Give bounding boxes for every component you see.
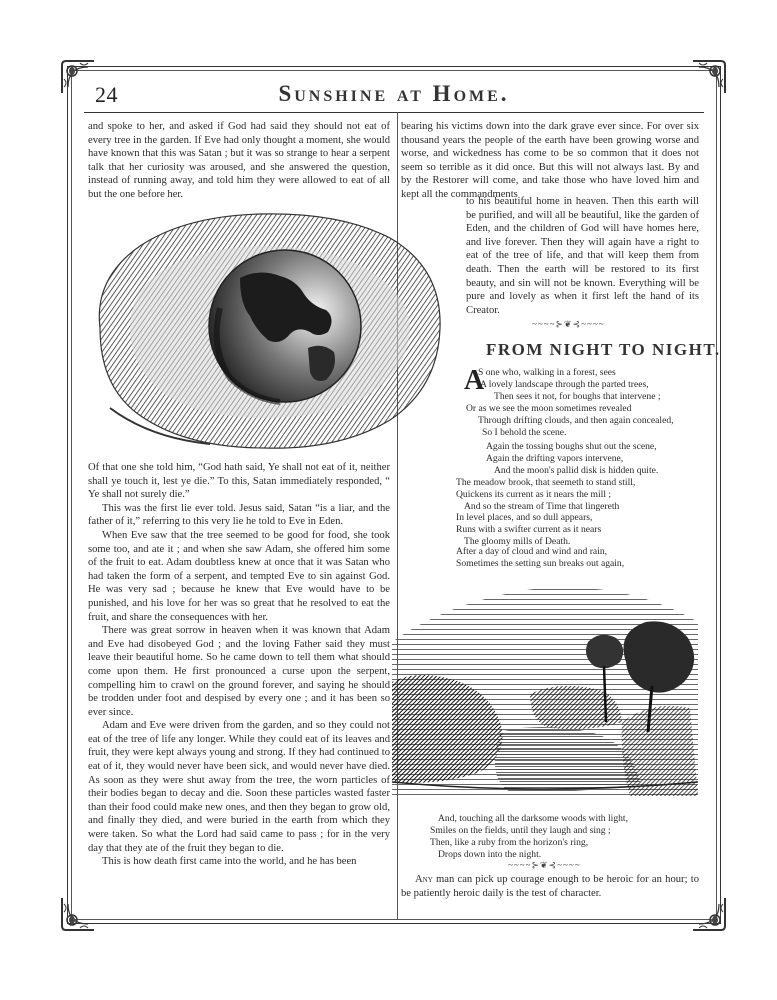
- page-title: Sunshine at Home.: [278, 81, 510, 106]
- poem-title: FROM NIGHT TO NIGHT.: [486, 340, 721, 359]
- poem-line: Drops down into the night.: [438, 848, 542, 860]
- paragraph: Of that one she told him, “God hath said, Ye shall not eat of it, neither shall ye touch it, lest ye die.” To this, Satan immediately responded, “ Ye shall not surely die.”: [88, 462, 390, 501]
- poem-line: Then, like a ruby from the horizon's ring,: [430, 836, 589, 848]
- paragraph: Adam and Eve were driven from the garden, and so they could not eat of the tree of life any longer. While they could eat of its leaves and fruit, they were kept always young and strong. If they had continued to eat of it, they would never have been sick, and would never have died. As soon as they were shut away from the tree, the worn particles of their bodies began to decay and die. Soon these particles wasted faster than their food could make new ones, and then they began to grow old, and finally they died, and were buried in the earth from which they were taken. So what the Lord had said came to pass ; for in the very day that they ate of the fruit they began to die.: [88, 720, 390, 854]
- poem-line: Sometimes the setting sun breaks out again,: [456, 557, 625, 569]
- poem-line: Smiles on the fields, until they laugh and sing ;: [430, 824, 611, 836]
- left-column-bottom: [88, 461, 390, 869]
- poem-stanza-1: [466, 367, 674, 438]
- poem-line: S one who, walking in a forest, sees: [478, 367, 616, 378]
- poem-stanza-3: [456, 546, 624, 570]
- paragraph: There was great sorrow in heaven when it was known that Adam and Eve had disobeyed God ; and the loving Father said they must leave their beautiful home. So he came down to tell them what should come upon them. He first pronounced a curse upon the serpent, compelling him to crawl on the ground forever, and saying he should be trodden under foot and despised by every one ; and it has been so ever since.: [88, 625, 390, 718]
- poem-line: And, touching all the darksome woods with light,: [438, 813, 628, 824]
- poem-line: So I behold the scene.: [482, 426, 567, 438]
- paragraph: to his beautiful home in heaven. Then this earth will be purified, and will all be beautiful, like the garden of Eden, and the children of God will have homes here, and live forever. Then they will again have a right to eat of the tree of life, and that will keep them from death. Then the earth will be restored to its first beauty, and sin will not be known. Everything will be pure and lovely as when it first left the hand of its Creator.: [466, 196, 699, 316]
- poem-line: After a day of cloud and wind and rain,: [456, 546, 608, 557]
- poem-line: Quickens its current as it nears the mill ;: [456, 488, 612, 500]
- paragraph: When Eve saw that the tree seemed to be good for food, she took some too, and ate it ; and when she saw Adam, she offered him some of the fruit to eat. Adam doubtless knew at once that it was Satan who had taken the form of a serpent, and tempted Eve to sin against God. He was very sad ; because he knew that Eve would have to be punished, and his love for her was so great that he resolved to eat the fruit, and share the consequences with her.: [88, 529, 390, 623]
- poem-line: Or as we see the moon sometimes revealed: [466, 402, 632, 414]
- right-column-top-continued: [466, 195, 699, 317]
- closing-text: man can pick up courage enough to be heroic for an hour; to be patiently heroic daily is the test of character.: [401, 874, 699, 899]
- left-column-top: [88, 120, 390, 202]
- poem-line: Then sees it not, for boughs that intervene ;: [494, 390, 661, 402]
- header-rule: [84, 112, 704, 113]
- paragraph: This was the first lie ever told. Jesus said, Satan “is a liar, and the father of it,” referring to this very lie he told to Eve in Eden.: [88, 502, 390, 528]
- lead-word: Any: [415, 874, 433, 885]
- fleuron-icon: ~~~~⊱❦⊰~~~~: [532, 319, 605, 329]
- running-header: [72, 72, 716, 112]
- right-column-top: [401, 120, 699, 202]
- poem-line: The meadow brook, that seemeth to stand still,: [456, 476, 636, 488]
- poem-line: Through drifting clouds, and then again concealed,: [478, 414, 674, 426]
- paragraph: bearing his victims down into the dark grave ever since. For over six thousand years the people of the earth have been growing worse and worse, and wickedness has come to be so common that it does not seem so terrible as it did once. But this will not always last. By and by the Restorer will come, and take those who have loved him and kept all the commandments: [401, 121, 699, 200]
- globe-engraving: [90, 208, 446, 452]
- poem-line: And so the stream of Time that lingereth: [464, 500, 620, 512]
- poem-line: A lovely landscape through the parted trees,: [480, 378, 649, 390]
- poem-line: Again the drifting vapors intervene,: [486, 452, 624, 464]
- poem-stanza-2: [456, 441, 659, 548]
- poem-line: Runs with a swifter current as it nears: [456, 524, 602, 536]
- paragraph: This is how death first came into the world, and he has been: [102, 856, 357, 868]
- poem-line: And the moon's pallid disk is hidden quite.: [494, 464, 659, 476]
- closing-aphorism: [401, 873, 699, 900]
- drop-cap: A: [464, 365, 485, 396]
- poem-stanza-4: [430, 813, 628, 861]
- corner-ornament-icon: [58, 894, 98, 934]
- landscape-engraving: [390, 582, 700, 796]
- paragraph: and spoke to her, and asked if God had said they should not eat of every tree in the garden. If Eve had only thought a moment, she would have known that this was Satan ; but it was so strange to hear a serpent talk that her curiosity was aroused, and she answered the question, instead of running away, and told him they were allowed to eat of all but the one before her.: [88, 121, 390, 200]
- poem-line: In level places, and so dull appears,: [456, 512, 593, 524]
- page-number: 24: [95, 82, 118, 107]
- fleuron-icon: ~~~~⊱❦⊰~~~~: [508, 860, 581, 870]
- paragraph: [401, 873, 699, 900]
- poem-line: Again the tossing boughs shut out the scene,: [486, 441, 657, 452]
- poem-line: The gloomy mills of Death.: [464, 536, 571, 548]
